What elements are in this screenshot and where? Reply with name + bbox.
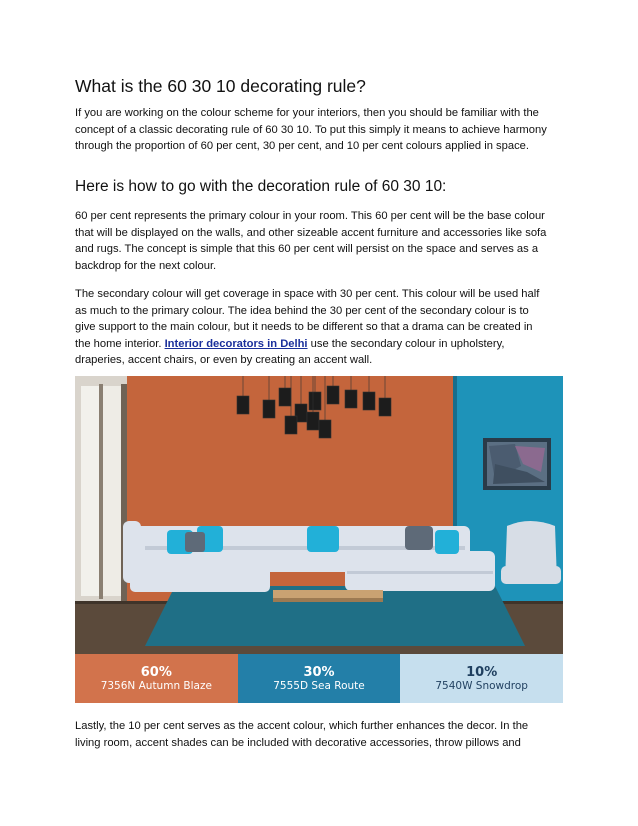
intro-line: concept of a classic decorating rule of 60 30 10. To put this simply it means to achieve harmony <box>75 123 547 136</box>
paragraph-line: living room, accent shades can be included with decorative accessories, throw pillows and <box>75 736 521 749</box>
paragraph-line <box>75 336 539 353</box>
paragraph-text: use the secondary colour in upholstery, <box>307 337 505 350</box>
living-room-image <box>75 376 563 703</box>
swatch-percent: 60% <box>140 664 172 680</box>
interior-decorators-link[interactable]: Interior decorators in Delhi <box>164 337 308 350</box>
swatch-30 <box>238 654 401 703</box>
swatch-name: 7540W Snowdrop <box>435 679 528 692</box>
page-title: What is the 60 30 10 decorating rule? <box>75 76 366 96</box>
paragraph-line: give support to the main colour, but it needs to be different so that a drama can be created in <box>75 321 533 334</box>
swatch-60 <box>75 654 238 703</box>
section-heading: Here is how to go with the decoration rule of 60 30 10: <box>75 178 447 195</box>
accent-colour-paragraph <box>75 718 528 751</box>
intro-line: If you are working on the colour scheme for your interiors, then you should be familiar with the <box>75 107 539 119</box>
colour-swatches <box>75 654 563 703</box>
intro-line: through the proportion of 60 per cent, 30 per cent, and 10 per cent colours applied in space. <box>75 140 530 153</box>
swatch-10 <box>400 654 563 703</box>
paragraph-line: draperies, accent chairs, or even by creating an accent wall. <box>75 354 373 367</box>
secondary-colour-paragraph <box>75 286 539 369</box>
paragraph-line: The secondary colour will get coverage in space with 30 per cent. This colour will be used half <box>75 288 540 300</box>
paragraph-line: that will be displayed on the walls, and other sizeable accent furniture and accessories like sofa <box>75 226 547 239</box>
paragraph-line: backdrop for the next colour. <box>75 259 217 272</box>
paragraph-line: 60 per cent represents the primary colour in your room. This 60 per cent will be the base colour <box>75 210 545 222</box>
swatch-percent: 10% <box>466 664 498 680</box>
paragraph-text: the home interior. <box>75 337 165 350</box>
paragraph-line: and rugs. The concept is simple that this 60 per cent will persist on the space and serves as a <box>75 243 539 256</box>
paragraph-line: as much to the primary colour. The idea behind the 30 per cent of the secondary colour is to <box>75 304 529 317</box>
swatch-percent: 30% <box>303 664 335 680</box>
swatch-name: 7356N Autumn Blaze <box>100 679 212 692</box>
living-room-illustration <box>75 376 563 654</box>
swatch-name: 7555D Sea Route <box>273 679 365 692</box>
paragraph-line: Lastly, the 10 per cent serves as the accent colour, which further enhances the decor. In the <box>75 720 529 732</box>
primary-colour-paragraph <box>75 208 546 274</box>
intro-paragraph <box>75 105 547 155</box>
